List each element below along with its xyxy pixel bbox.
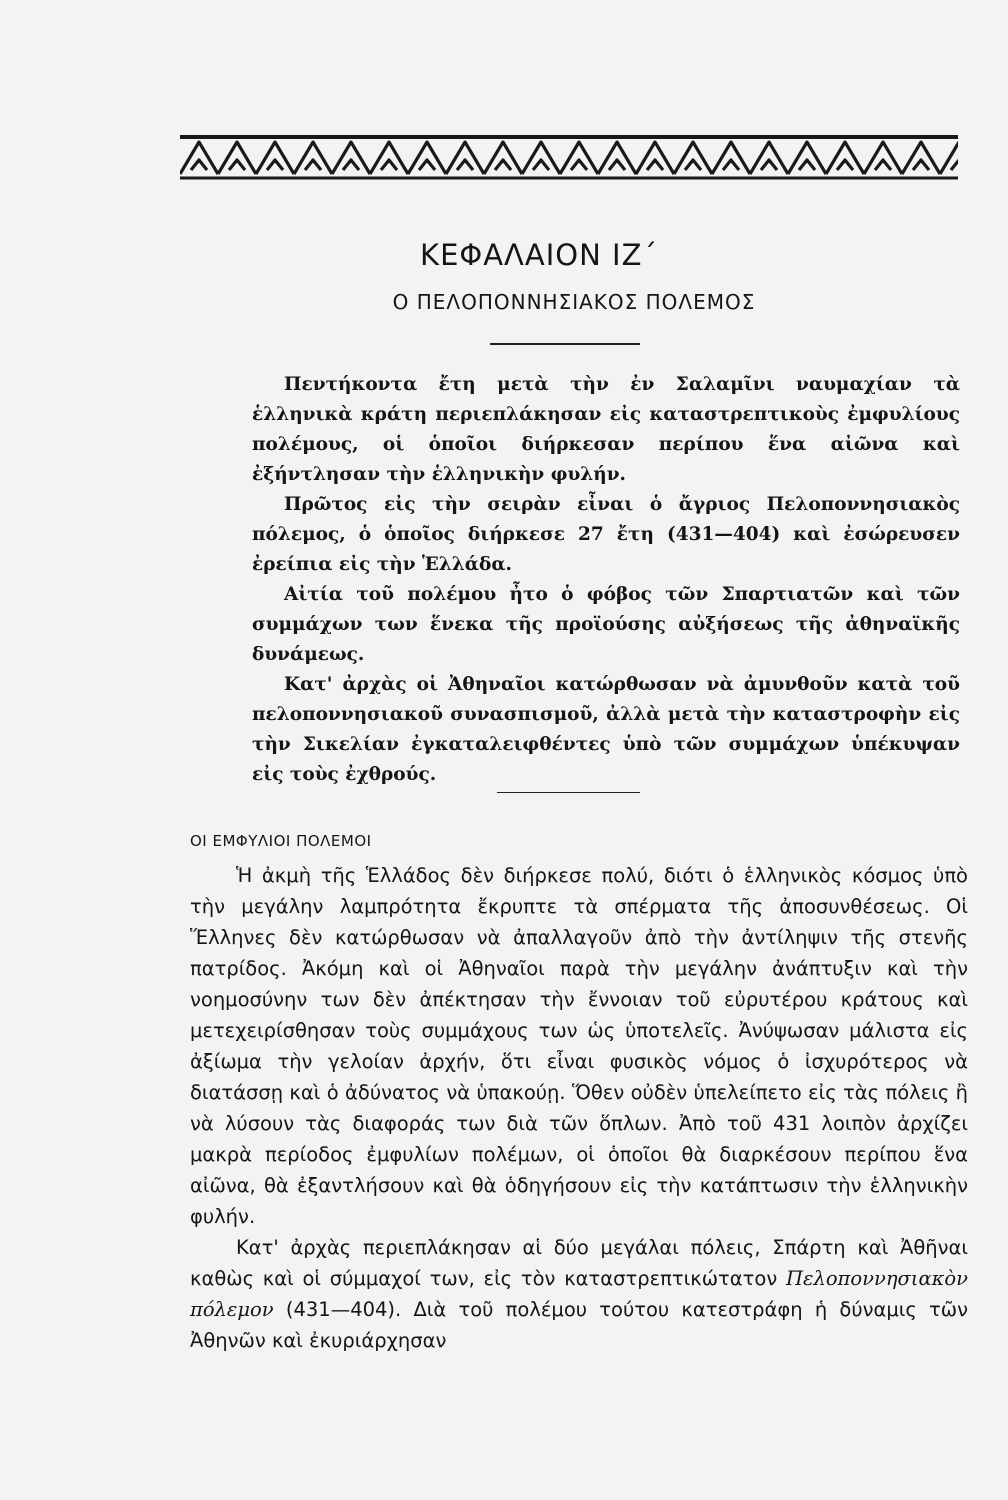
italic-term: Πελοποννησιακὸν πόλεμον: [190, 1267, 969, 1321]
body-paragraph: [190, 1232, 968, 1356]
body-text-run: (431—404). Διὰ τοῦ πολέμου τούτου κατεστράφη ἡ δύναμις τῶν Ἀθηνῶν καὶ ἐκυριάρχησαν: [190, 1298, 969, 1352]
title-divider: [490, 343, 640, 345]
summary-paragraph: Πρῶτος εἰς τὴν σειρὰν εἶναι ὁ ἄγριος Πελοποννησιακὸς πόλεμος, ὁ ὁποῖος διήρκεσε 27 ἔτη (431—404) καὶ ἐσώρευσεν ἐρείπια εἰς τὴν Ἑλλάδα.: [252, 494, 960, 575]
greek-ornament-band: [180, 134, 958, 184]
summary-paragraph: Κατ' ἀρχὰς οἱ Ἀθηναῖοι κατώρθωσαν νὰ ἀμυνθοῦν κατὰ τοῦ πελοποννησιακοῦ συνασπισμοῦ, ἀλλὰ μετὰ τὴν καταστροφὴν εἰς τὴν Σικελίαν ἐγκαταλειφθέντες ὑπὸ τῶν συμμάχων ὑπέκυψαν εἰς τοὺς ἐχθρούς.: [252, 674, 960, 785]
chapter-summary: [252, 370, 960, 790]
summary-divider: [497, 792, 640, 793]
body-text-run: Κατ' ἀρχὰς περιεπλάκησαν αἱ δύο μεγάλαι πόλεις, Σπάρτη καὶ Ἀθῆναι καθὼς καὶ οἱ σύμμαχοί των, εἰς τὸν καταστρεπτικώτατον: [190, 1236, 968, 1290]
summary-paragraph: Αἰτία τοῦ πολέμου ἦτο ὁ φόβος τῶν Σπαρτιατῶν καὶ τῶν συμμάχων των ἕνεκα τῆς προϊούσης αὐξήσεως τῆς ἀθηναϊκῆς δυνάμεως.: [252, 584, 960, 665]
chapter-title: ΚΕΦΑΛΑΙΟΝ ΙΖ΄: [420, 238, 658, 272]
chapter-subtitle: Ο ΠΕΛΟΠΟΝΝΗΣΙΑΚΟΣ ΠΟΛΕΜΟΣ: [392, 290, 756, 314]
body-paragraph: Ἡ ἀκμὴ τῆς Ἑλλάδος δὲν διήρκεσε πολύ, διότι ὁ ἑλληνικὸς κόσμος ὑπὸ τὴν μεγάλην λαμπρότητα ἔκρυπτε τὰ σπέρματα τῆς ἀποσυνθέσεως. Οἱ Ἕλληνες δὲν κατώρθωσαν νὰ ἀπαλλαγοῦν ἀπὸ τὴν ἀντίληψιν τῆς στενῆς πατρίδος. Ἀκόμη καὶ οἱ Ἀθηναῖοι παρὰ τὴν μεγάλην ἀνάπτυξιν καὶ τὴν νοημοσύνην των δὲν ἀπέκτησαν τὴν ἔννοιαν τοῦ εὐρυτέρου κράτους καὶ μετεχειρίσθησαν τοὺς συμμάχους των ὡς ὑποτελεῖς. Ἀνύψωσαν μάλιστα εἰς ἀξίωμα τὴν γελοίαν ἀρχήν, ὅτι εἶναι φυσικὸς νόμος ὁ ἰσχυρότερος νὰ διατάσσῃ καὶ ὁ ἀδύνατος νὰ ὑπακούῃ. Ὅθεν οὐδὲν ὑπελείπετο εἰς τὰς πόλεις ἢ νὰ λύσουν τὰς διαφοράς των διὰ τῶν ὅπλων. Ἀπὸ τοῦ 431 λοιπὸν ἀρχίζει μακρὰ περίοδος ἐμφυλίων πολέμων, οἱ ὁποῖοι θὰ διαρκέσουν περίπου ἕνα αἰῶνα, θὰ ἐξαντλήσουν καὶ θὰ ὁδηγήσουν εἰς τὴν κατάπτωσιν τὴν ἑλληνικὴν φυλήν.: [190, 864, 968, 1228]
body-text: [190, 860, 968, 1356]
section-heading: ΟΙ ΕΜΦΥΛΙΟΙ ΠΟΛΕΜΟΙ: [190, 832, 372, 850]
summary-paragraph: Πεντήκοντα ἔτη μετὰ τὴν ἐν Σαλαμῖνι ναυμαχίαν τὰ ἑλληνικὰ κράτη περιεπλάκησαν εἰς καταστρεπτικοὺς ἐμφυλίους πολέμους, οἱ ὁποῖοι διήρκεσαν περίπου ἕνα αἰῶνα καὶ ἐξήντλησαν τὴν ἑλληνικὴν φυλήν.: [252, 374, 960, 485]
